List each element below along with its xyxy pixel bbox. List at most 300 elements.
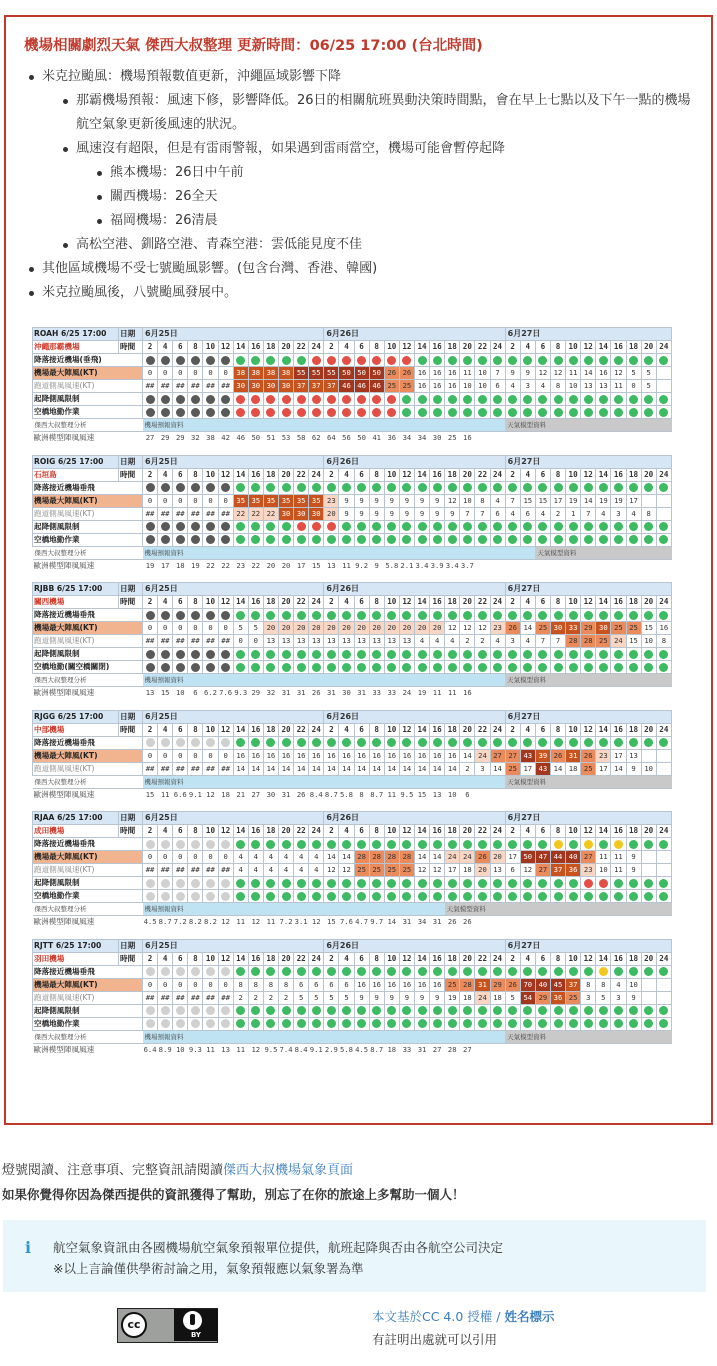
euro-cell: [520, 788, 535, 801]
hour-cell: 16: [430, 468, 445, 481]
status-dot-icon: [554, 967, 563, 976]
value-cell: 12: [445, 494, 460, 507]
value-cell: 43: [535, 762, 550, 775]
row-label: 降落接近機場(垂飛): [33, 354, 143, 367]
value-cell: ##: [218, 635, 233, 648]
value-cell: 11: [566, 367, 581, 380]
euro-cell: [656, 1043, 671, 1056]
euro-cell: [520, 1043, 535, 1056]
hour-cell: 12: [581, 723, 596, 736]
status-cell: [490, 354, 505, 367]
value-cell: 14: [233, 762, 248, 775]
status-cell: [339, 354, 354, 367]
status-cell: [248, 609, 263, 622]
date-header-row: [33, 939, 672, 952]
status-cell: [550, 1017, 565, 1030]
hour-cell: 24: [656, 723, 671, 736]
status-cell: [535, 406, 550, 419]
row-label: 機場最大陣風(KT): [33, 622, 143, 635]
status-dot-icon: [629, 738, 638, 747]
status-cell: [445, 661, 460, 674]
euro-cell: 58: [296, 433, 306, 443]
value-cell: 37: [324, 380, 339, 393]
hour-cell: 18: [445, 825, 460, 838]
status-dot-icon: [659, 483, 668, 492]
status-cell: [233, 877, 248, 890]
euro-cell: [596, 1043, 611, 1056]
status-cell: [399, 965, 414, 978]
status-cell: [535, 1004, 550, 1017]
euro-model-row: [33, 788, 672, 801]
status-dot-icon: [251, 408, 260, 417]
status-cell: [656, 520, 671, 533]
status-cell: [324, 648, 339, 661]
euro-cell: 3.9: [430, 560, 444, 570]
info-note: [3, 1220, 706, 1292]
value-cell: 10: [596, 864, 611, 877]
by-label: BY: [190, 1331, 202, 1339]
value-cell: 0: [158, 978, 173, 991]
value-cell: 0: [218, 851, 233, 864]
value-cell: 28: [566, 635, 581, 648]
status-dot-icon: [236, 535, 245, 544]
value-cell: 6: [339, 978, 354, 991]
euro-cell: [505, 1043, 520, 1056]
euro-cell: 33: [387, 688, 397, 698]
value-cell: 4: [294, 864, 309, 877]
value-cell: 7: [535, 635, 550, 648]
status-dot-icon: [312, 738, 321, 747]
status-dot-icon: [523, 879, 532, 888]
status-dot-icon: [266, 408, 275, 417]
row-label: 空橋地勤作業: [33, 1017, 143, 1030]
status-dot-icon: [161, 840, 170, 849]
status-dot-icon: [478, 522, 487, 531]
status-cell: [173, 354, 188, 367]
euro-cell: 19: [145, 560, 155, 570]
status-dot-icon: [146, 395, 155, 404]
row-label: 傑西大叔整理分析: [33, 546, 143, 559]
status-dot-icon: [569, 840, 578, 849]
status-cell: [414, 648, 429, 661]
status-dot-icon: [584, 1006, 593, 1015]
status-cell: [475, 838, 490, 851]
status-cell: [566, 406, 581, 419]
euro-cell: 2.1: [400, 560, 414, 570]
status-cell: [384, 877, 399, 890]
status-cell: [278, 736, 293, 749]
status-dot-icon: [327, 1006, 336, 1015]
euro-cell: 11: [387, 789, 397, 799]
status-cell: [309, 877, 324, 890]
euro-cell: [535, 432, 550, 445]
euro-cell: 46: [236, 433, 246, 443]
status-dot-icon: [206, 356, 215, 365]
value-cell: 4: [596, 507, 611, 520]
euro-cell: [475, 432, 490, 445]
status-row: [33, 393, 672, 406]
status-dot-icon: [614, 535, 623, 544]
value-cell: 14: [399, 762, 414, 775]
euro-cell: 34: [417, 917, 427, 927]
status-cell: [339, 520, 354, 533]
status-dot-icon: [282, 650, 291, 659]
status-dot-icon: [176, 408, 185, 417]
hour-cell: 8: [188, 341, 203, 354]
euro-cell: 8.4: [309, 789, 323, 799]
status-dot-icon: [508, 395, 517, 404]
status-dot-icon: [599, 738, 608, 747]
status-dot-icon: [418, 611, 427, 620]
airport-forecast-table: [32, 327, 672, 445]
hour-cell: 18: [626, 723, 641, 736]
euro-cell: 7.6: [339, 917, 353, 927]
status-dot-icon: [387, 535, 396, 544]
status-cell: [475, 661, 490, 674]
value-cell: 35: [294, 494, 309, 507]
status-dot-icon: [342, 967, 351, 976]
status-cell: [550, 533, 565, 546]
value-cell: 20: [339, 622, 354, 635]
status-cell: [475, 520, 490, 533]
euro-cell: [611, 432, 626, 445]
date-col-label: 日期: [119, 710, 143, 723]
bullet-text: 那霸機場預報：風速下修，影響降低。26日的相關航班異動決策時間點，會在早上七點以及下午一點的機場航空氣象更新後風速的狀況。: [76, 93, 691, 132]
hour-cell: 16: [611, 723, 626, 736]
status-cell: [505, 877, 520, 890]
value-cell: [656, 978, 671, 991]
hour-cell: 22: [294, 952, 309, 965]
hour-cell: 6: [535, 952, 550, 965]
value-cell: 35: [248, 494, 263, 507]
status-cell: [430, 1017, 445, 1030]
status-cell: [324, 736, 339, 749]
date-header-row: [33, 710, 672, 723]
status-dot-icon: [191, 892, 200, 901]
euro-cell: [550, 687, 565, 700]
value-cell: 37: [550, 864, 565, 877]
status-cell: [626, 520, 641, 533]
hour-cell: 2: [505, 952, 520, 965]
status-dot-icon: [297, 840, 306, 849]
value-cell: 12: [535, 367, 550, 380]
hour-cell: 8: [188, 468, 203, 481]
status-dot-icon: [448, 408, 457, 417]
status-cell: [445, 393, 460, 406]
status-cell: [656, 481, 671, 494]
status-dot-icon: [644, 650, 653, 659]
row-label: 歐洲模型陣風風速: [33, 789, 95, 799]
hour-cell: 6: [173, 825, 188, 838]
status-cell: [263, 393, 278, 406]
status-cell: [430, 393, 445, 406]
hour-cell: 16: [430, 341, 445, 354]
note-line-2: ※以上言論僅供學術討論之用，氣象預報應以氣象署為準: [53, 1261, 364, 1276]
status-dot-icon: [614, 967, 623, 976]
status-dot-icon: [342, 1006, 351, 1015]
value-cell: 2: [233, 991, 248, 1004]
status-cell: [278, 838, 293, 851]
hour-cell: 22: [294, 596, 309, 609]
hour-cell: 10: [203, 723, 218, 736]
status-dot-icon: [191, 967, 200, 976]
status-cell: [520, 736, 535, 749]
status-cell: [475, 533, 490, 546]
status-cell: [294, 533, 309, 546]
status-cell: [354, 533, 369, 546]
hour-cell: 18: [263, 825, 278, 838]
status-dot-icon: [146, 408, 155, 417]
status-dot-icon: [221, 840, 230, 849]
hour-cell: 8: [369, 341, 384, 354]
status-cell: [460, 481, 475, 494]
status-dot-icon: [554, 483, 563, 492]
status-dot-icon: [191, 879, 200, 888]
euro-cell: [581, 559, 596, 572]
euro-cell: [656, 687, 671, 700]
euro-cell: [611, 916, 626, 929]
hour-cell: 10: [203, 468, 218, 481]
status-cell: [611, 838, 626, 851]
status-cell: [399, 890, 414, 903]
status-cell: [626, 1004, 641, 1017]
airport-weather-page-link[interactable]: 傑西大叔機場氣象頁面: [223, 1163, 354, 1178]
euro-cell: [641, 916, 656, 929]
status-cell: [520, 877, 535, 890]
status-cell: [143, 609, 158, 622]
status-cell: [188, 1004, 203, 1017]
row-label: 降落接近機場垂飛: [33, 838, 143, 851]
value-cell: ##: [203, 380, 218, 393]
status-dot-icon: [584, 611, 593, 620]
status-dot-icon: [327, 967, 336, 976]
hour-cell: 2: [324, 596, 339, 609]
reading-guide-text: 燈號閱讀、注意事項、完整資訊請閱讀: [2, 1163, 224, 1178]
value-cell: 8: [656, 635, 671, 648]
status-cell: [490, 1004, 505, 1017]
status-dot-icon: [614, 395, 623, 404]
euro-cell: [611, 1043, 626, 1056]
status-cell: [399, 354, 414, 367]
status-dot-icon: [538, 650, 547, 659]
status-cell: [550, 877, 565, 890]
value-cell: 28: [460, 978, 475, 991]
status-dot-icon: [433, 611, 442, 620]
euro-cell: [505, 432, 520, 445]
status-cell: [158, 661, 173, 674]
hour-cell: 10: [566, 952, 581, 965]
status-dot-icon: [327, 1019, 336, 1028]
euro-cell: [505, 687, 520, 700]
row-label: 跑道側風風速(KT): [33, 507, 143, 520]
status-cell: [248, 393, 263, 406]
status-cell: [596, 481, 611, 494]
value-cell: 35: [309, 494, 324, 507]
hour-cell: 22: [475, 723, 490, 736]
day-label: 6月26日: [324, 939, 505, 952]
status-cell: [218, 877, 233, 890]
hour-cell: 6: [173, 723, 188, 736]
hour-cell: 2: [143, 341, 158, 354]
status-cell: [188, 661, 203, 674]
euro-cell: [535, 1043, 550, 1056]
status-dot-icon: [236, 408, 245, 417]
value-cell: 17: [520, 762, 535, 775]
value-cell: 25: [535, 622, 550, 635]
hour-cell: 12: [399, 468, 414, 481]
status-dot-icon: [599, 650, 608, 659]
status-cell: [596, 533, 611, 546]
status-cell: [309, 661, 324, 674]
row-label: 跑道側風風速(KT): [33, 635, 143, 648]
hour-cell: 6: [173, 468, 188, 481]
time-col-label: 時間: [119, 952, 143, 965]
weather-model-bar: 天氣模型資料: [535, 546, 671, 559]
status-cell: [158, 648, 173, 661]
euro-cell: 8.9: [158, 1044, 172, 1054]
status-cell: [188, 877, 203, 890]
status-cell: [656, 406, 671, 419]
status-dot-icon: [372, 483, 381, 492]
hour-cell: 20: [460, 952, 475, 965]
status-dot-icon: [312, 1019, 321, 1028]
hour-cell: 6: [535, 825, 550, 838]
row-label: 起降側風限制: [33, 648, 143, 661]
status-dot-icon: [538, 738, 547, 747]
status-cell: [309, 1004, 324, 1017]
status-dot-icon: [297, 663, 306, 672]
status-cell: [445, 736, 460, 749]
status-cell: [611, 1004, 626, 1017]
euro-cell: 22: [206, 560, 215, 570]
status-dot-icon: [327, 650, 336, 659]
hour-cell: 8: [550, 468, 565, 481]
status-row: [33, 354, 672, 367]
hour-cell: 4: [339, 723, 354, 736]
status-cell: [339, 393, 354, 406]
status-dot-icon: [161, 738, 170, 747]
euro-cell: 9.5: [400, 789, 414, 799]
status-dot-icon: [236, 395, 245, 404]
status-dot-icon: [312, 535, 321, 544]
value-cell: 13: [339, 635, 354, 648]
row-label: 起降側風限制: [33, 1004, 143, 1017]
status-cell: [158, 520, 173, 533]
date-col-label: 日期: [119, 812, 143, 825]
status-dot-icon: [236, 840, 245, 849]
status-dot-icon: [448, 879, 457, 888]
value-cell: 10: [626, 978, 641, 991]
status-cell: [490, 661, 505, 674]
value-cell: 37: [294, 380, 309, 393]
status-dot-icon: [342, 522, 351, 531]
status-dot-icon: [357, 840, 366, 849]
status-cell: [384, 393, 399, 406]
status-dot-icon: [448, 650, 457, 659]
hour-cell: 2: [505, 723, 520, 736]
value-cell: ##: [218, 762, 233, 775]
status-dot-icon: [206, 1019, 215, 1028]
status-cell: [656, 393, 671, 406]
status-dot-icon: [191, 650, 200, 659]
value-cell: 4: [430, 635, 445, 648]
status-cell: [309, 736, 324, 749]
euro-cell: 53: [281, 433, 291, 443]
value-cell: 8: [641, 507, 656, 520]
status-cell: [158, 354, 173, 367]
status-cell: [218, 533, 233, 546]
status-cell: [626, 393, 641, 406]
value-cell: ##: [158, 864, 173, 877]
value-cell: 0: [173, 978, 188, 991]
value-cell: 6: [294, 978, 309, 991]
value-cell: 25: [399, 864, 414, 877]
status-cell: [626, 354, 641, 367]
hour-cell: 18: [263, 468, 278, 481]
status-cell: [143, 736, 158, 749]
value-cell: 50: [339, 367, 354, 380]
status-dot-icon: [418, 663, 427, 672]
euro-cell: [520, 559, 535, 572]
status-cell: [173, 648, 188, 661]
status-cell: [278, 877, 293, 890]
status-dot-icon: [236, 483, 245, 492]
bullet-text: 熊本機場：26日中午前: [110, 165, 244, 180]
status-cell: [641, 1017, 656, 1030]
hour-cell: 4: [520, 341, 535, 354]
status-cell: [505, 533, 520, 546]
status-dot-icon: [251, 967, 260, 976]
row-label: 歐洲模型陣風風速: [33, 433, 95, 443]
status-cell: [173, 406, 188, 419]
value-cell: 25: [399, 380, 414, 393]
hour-cell: 8: [369, 596, 384, 609]
attribution-link[interactable]: 姓名標示: [504, 1309, 555, 1324]
hour-cell: 20: [278, 596, 293, 609]
status-cell: [203, 965, 218, 978]
hour-cell: 14: [596, 468, 611, 481]
value-cell: 0: [158, 749, 173, 762]
hour-cell: 8: [550, 825, 565, 838]
value-cell: [656, 367, 671, 380]
hour-cell: 24: [656, 952, 671, 965]
hour-cell: 6: [535, 341, 550, 354]
hour-cell: 10: [384, 723, 399, 736]
value-cell: 20: [263, 622, 278, 635]
hour-cell: 14: [596, 825, 611, 838]
euro-model-row: [33, 432, 672, 445]
euro-cell: 4.5: [143, 917, 157, 927]
status-cell: [173, 393, 188, 406]
value-cell: 4: [414, 635, 429, 648]
row-label: 歐洲模型陣風風速: [33, 1044, 95, 1054]
status-cell: [611, 1017, 626, 1030]
hour-cell: 12: [218, 596, 233, 609]
hour-cell: 12: [581, 341, 596, 354]
status-dot-icon: [493, 967, 502, 976]
status-cell: [369, 406, 384, 419]
status-dot-icon: [554, 879, 563, 888]
hour-cell: 4: [339, 596, 354, 609]
status-cell: [656, 354, 671, 367]
cc-by-license-badge[interactable]: [117, 1308, 218, 1343]
status-dot-icon: [493, 611, 502, 620]
hour-cell: 20: [460, 596, 475, 609]
value-cell: [641, 851, 656, 864]
status-dot-icon: [508, 892, 517, 901]
value-cell: 9: [445, 507, 460, 520]
value-cell: 2: [475, 635, 490, 648]
